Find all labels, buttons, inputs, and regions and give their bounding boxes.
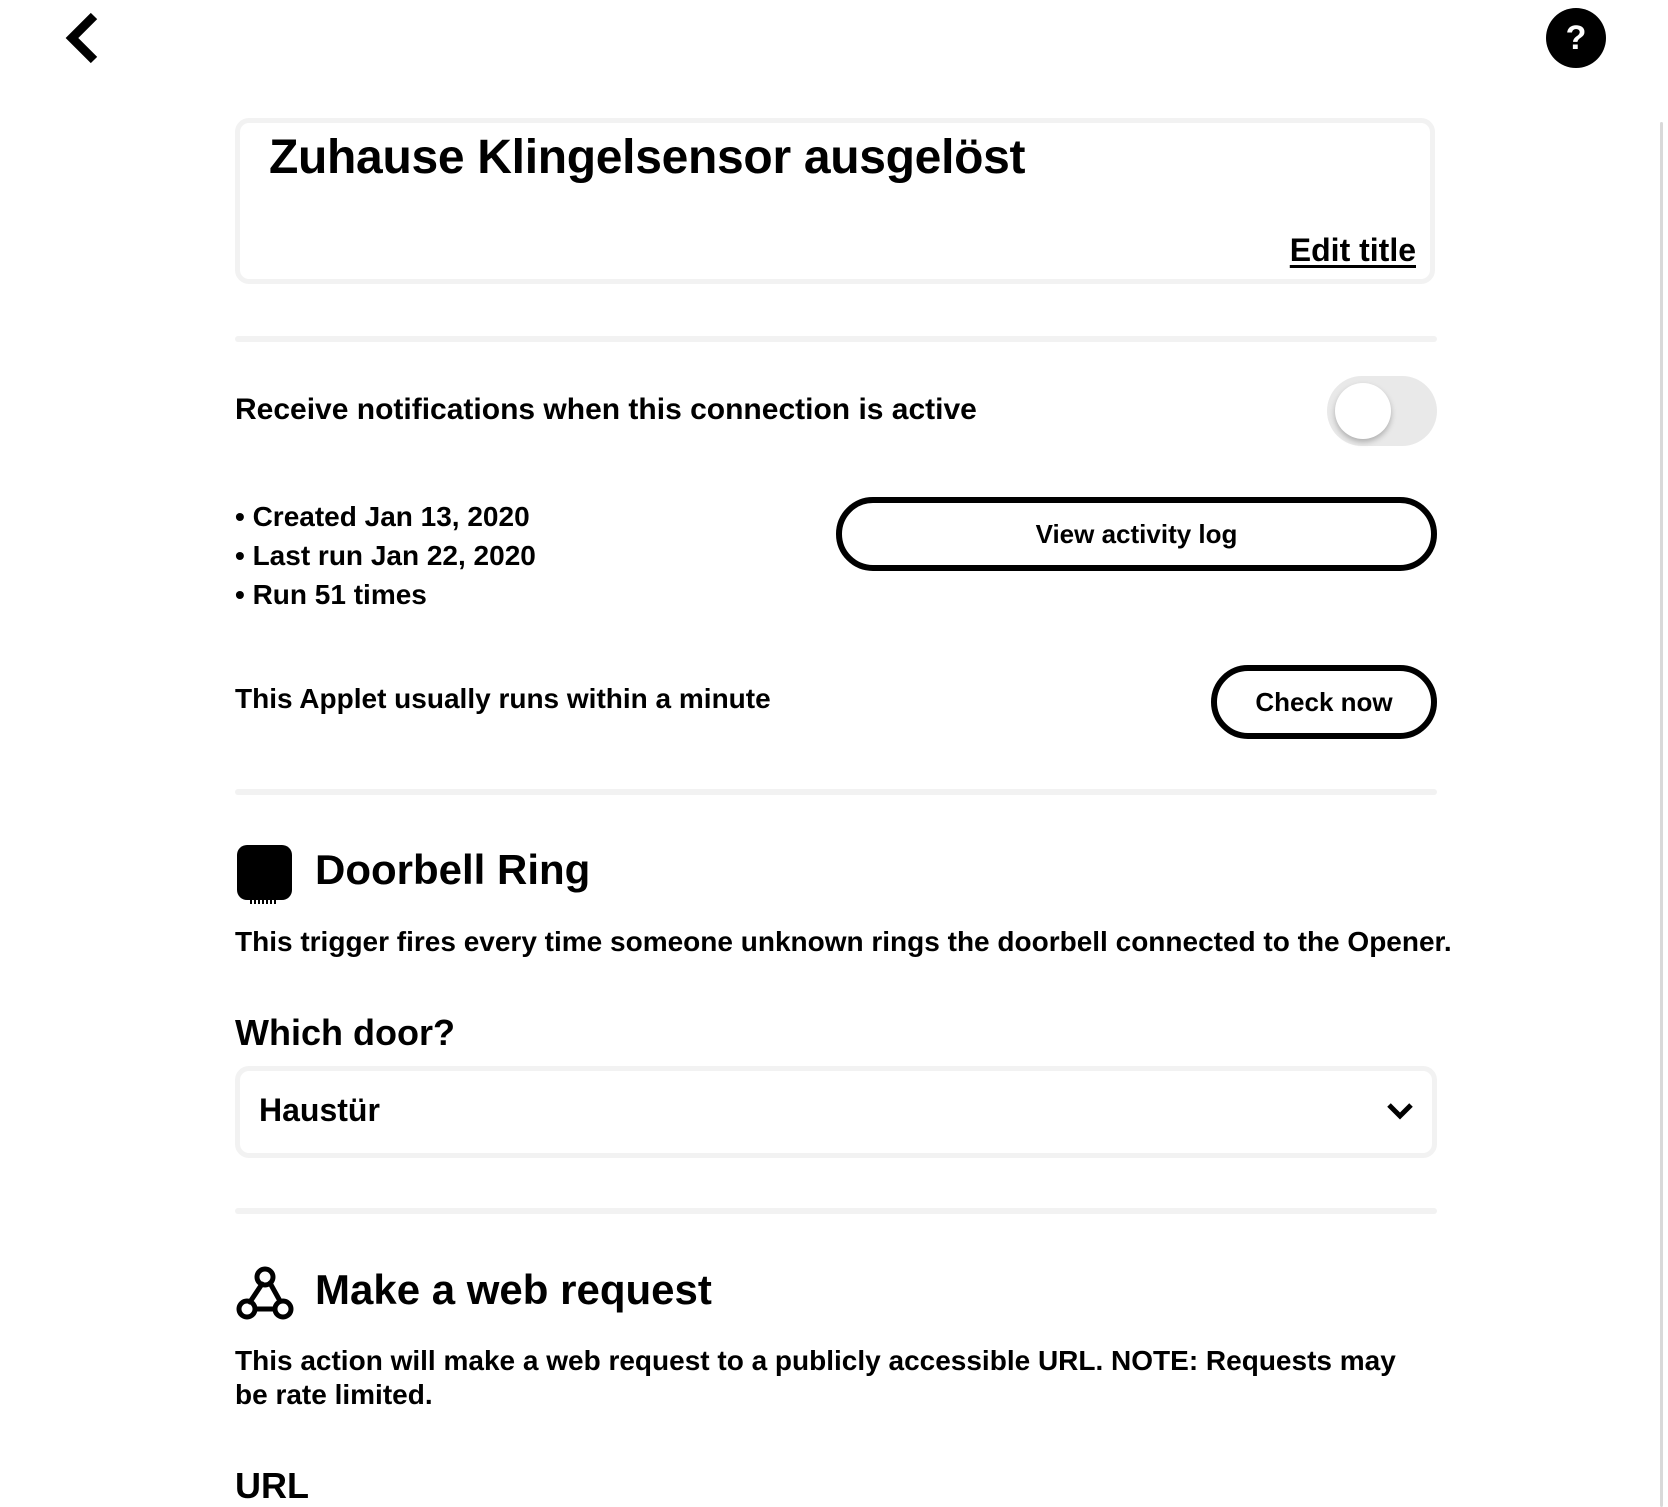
nuki-opener-icon-base [250,898,278,904]
view-activity-log-button[interactable]: View activity log [836,497,1437,571]
url-label: URL [235,1465,309,1506]
created-date: • Created Jan 13, 2020 [235,501,530,532]
applet-title: Zuhause Klingelsensor ausgelöst [269,131,1026,184]
action-title: Make a web request [315,1266,712,1313]
which-door-value: Haustür [259,1092,380,1128]
applet-runs-info: This Applet usually runs within a minute [235,683,771,714]
action-description: This action will make a web request to a publicly accessible URL. NOTE: Requests may be rate limited. [235,1345,1396,1410]
divider [235,1208,1437,1214]
check-now-button[interactable]: Check now [1211,665,1437,739]
webhook-icon [234,1264,296,1324]
chevron-down-icon [1386,1099,1414,1123]
chevron-left-icon [64,12,100,64]
scrollbar[interactable] [1660,122,1663,1507]
toggle-knob[interactable] [1335,383,1391,439]
divider [235,336,1437,342]
divider [235,789,1437,795]
trigger-title: Doorbell Ring [315,846,591,893]
back-button[interactable] [60,8,104,68]
last-run-date: • Last run Jan 22, 2020 [235,540,536,571]
which-door-label: Which door? [235,1012,455,1053]
help-button[interactable] [1546,8,1606,68]
which-door-select[interactable] [235,1066,1437,1158]
notifications-label: Receive notifications when this connection is active [235,393,977,426]
trigger-description: This trigger fires every time someone unknown rings the doorbell connected to the Opener. [235,926,1452,957]
nuki-opener-icon [237,845,292,900]
help-icon: ? [1565,18,1587,57]
run-count: • Run 51 times [235,579,427,610]
edit-title-link[interactable]: Edit title [1289,232,1416,268]
